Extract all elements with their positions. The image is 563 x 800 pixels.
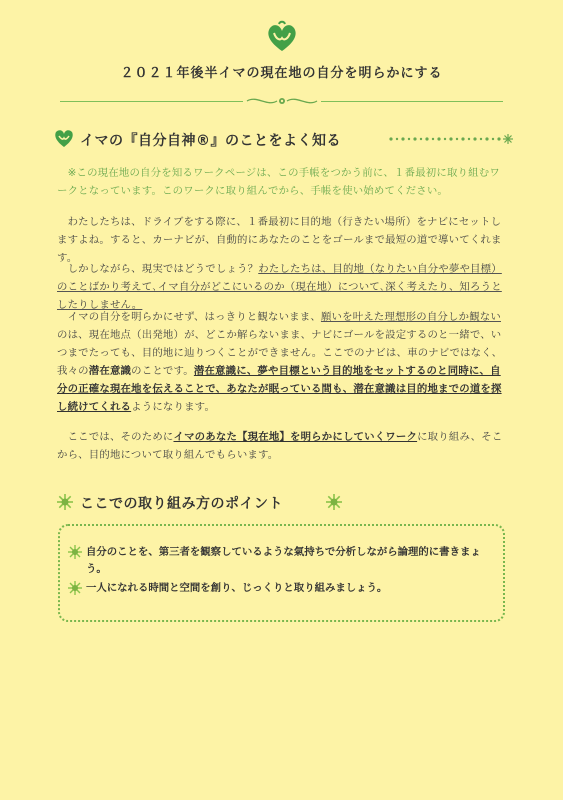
list-item: [68, 580, 498, 597]
heart-leaf-icon: [53, 127, 75, 149]
list-item: [68, 544, 498, 578]
sunburst-icon: [57, 494, 73, 510]
sunburst-icon: [326, 494, 342, 510]
underlined-text: わたしたちは、目的地（なりたい自分や夢や目標）のことばかり考えて､イマ自分がどこにいるのか（現在地）について､深く考えたり、知ろうとしたりしません。: [57, 263, 502, 311]
section-heading: イマの『自分自神®』のことをよく知る: [80, 133, 341, 149]
paragraph-1: わたしたちは、ドライブをする際に、１番最初に目的地（行きたい場所）をナビにセットしますよね。すると、カーナビが、自動的にあなたのことをゴールまで最短の道で導いてくれます。: [57, 216, 502, 264]
underlined-text: 願いを叶えた理想形の自分しか観ない: [320, 311, 501, 323]
paragraph-2: しかしながら、現実ではどうでしょう？わたしたちは、目的地（なりたい自分や夢や目標）のことばかり考えて､イマ自分がどこにいるのか（現在地）について､深く考えたり、知ろうとしたりしません。: [57, 263, 502, 311]
list-item-text: 一人になれる時間と空間を創り、じっくりと取り組みましょう。: [86, 582, 388, 594]
divider-ornament-icon: [243, 94, 321, 108]
sunburst-icon: [68, 581, 82, 595]
page-title: ２０２１年後半イマの現在地の自分を明らかにする: [120, 66, 443, 81]
dotted-ornament-icon: [388, 134, 513, 144]
sunburst-icon: [68, 545, 82, 559]
paragraph-3: イマの自分を明らかにせず、はっきりと観ないまま、願いを叶えた理想形の自分しか観ないのは、現在地点（出発地）が、どこか解らないまま、ナビにゴールを設定するのと一緒で、いつまでたっても、目的地に辿りつくことができません。ここでのナビは、車のナビではなく、我々の潜在意識のことです。潜在意識に、夢や目標という目的地をセットするのと同時に、自分の正確な現在地を伝えることで、あなたが眠っている間も、潜在意識は目的地までの道を探し続けてくれるようになります。: [57, 311, 503, 413]
heart-leaf-logo-icon: [265, 20, 299, 54]
points-heading: ここでの取り組み方のポイント: [80, 496, 283, 512]
bold-text: 潜在意識: [88, 365, 132, 377]
intro-note: ※この現在地の自分を知るワークページは、この手帳をつかう前に、１番最初に取り組むワークとなっています。このワークに取り組んでから、手帳を使い始めてください。: [57, 167, 500, 197]
list-item-text: 自分のことを、第三者を観察しているような氣持ちで分析しながら論理的に書きまょう。: [86, 546, 481, 575]
bold-underlined-text: 潜在意識に、夢や目標という目的地をセットするのと同時に、自分の正確な現在地を伝えることで、あなたが眠っている間も、潜在意識は目的地までの道を探し続けてくれる: [57, 365, 502, 413]
bold-underlined-text: イマのあなた【現在地】を明らかにしていくワーク: [173, 431, 418, 443]
paragraph-4: ここでは、そのためにイマのあなた【現在地】を明らかにしていくワークに取り組み、そこから、目的地について取り組んでもらいます。: [57, 431, 503, 461]
